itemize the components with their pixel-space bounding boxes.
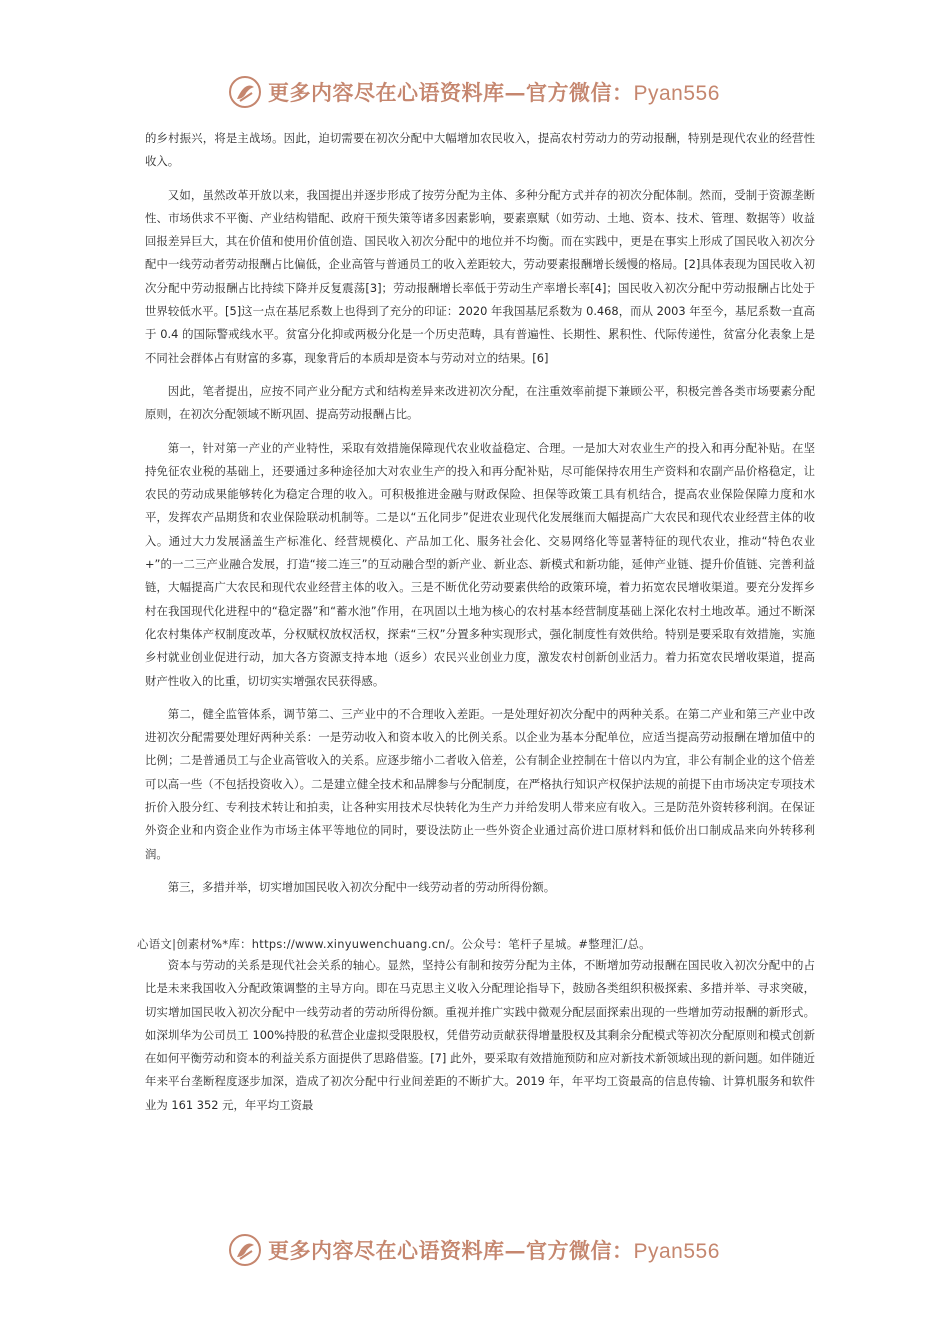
paragraph: 第一，针对第一产业的产业特性，采取有效措施保障现代农业收益稳定、合理。一是加大对农业生产的投入和再分配补贴。在坚持免征农业税的基础上，还要通过多种途径加大对农业生产的投入和再分配补贴，尽可能保持农用生产资料和农副产品价格稳定，让农民的劳动成果能够转化为稳定合理的收入。可积极推进金融与财政保险、担保等政策工具有机结合，提高农业保险保障力度和水平，发挥农产品期货和农业保险联动机制等。二是以“五化同步”促进农业现代化发展继而大幅提高广大农民和现代农业经营主体的收入。通过大力发展涵盖生产标准化、经营规模化、产品加工化、服务社会化、交易网络化等显著特征的现代农业，推动“特色农业+”的一二三产业融合发展，打造“接二连三”的互动融合型的新产业、新业态、新模式和新功能，延伸产业链、提升价值链、完善利益链，大幅提高广大农民和现代农业经营主体的收入。三是不断优化劳动要素供给的政策环境，着力拓宽农民增收渠道。要充分发挥乡村在我国现代化进程中的“稳定器”和“蓄水池”作用，在巩固以土地为核心的农村基本经营制度基础上深化农村土地改革。通过不断深化农村集体产权制度改革，分权赋权放权活权，探索“三权”分置多种实现形式，强化制度性有效供给。特别是要采取有效措施，实施乡村就业创业促进行动，加大各方资源支持本地（返乡）农民兴业创业力度，激发农村创新创业活力。着力拓宽农民增收渠道，提高财产性收入的比重，切切实实增强农民获得感。 bbox=[145, 440, 815, 688]
header-banner bbox=[228, 74, 748, 110]
document-body-continued bbox=[145, 954, 815, 1127]
paragraph: 资本与劳动的关系是现代社会关系的轴心。显然，坚持公有制和按劳分配为主体，不断增加劳动报酬在国民收入初次分配中的占比是未来我国收入分配政策调整的主导方向。即在马克思主义收入分配理论指导下，鼓励各类组织积极探索、多措并举、寻求突破，切实增加国民收入初次分配中一线劳动者的劳动所得份额。重视并推广实践中微观分配层面探索出现的一些增加劳动报酬的新形式。如深圳华为公司员工 100%持股的私营企业虚拟受限股权，凭借劳动贡献获得增量股权及其剩余分配模式等初次分配原则和模式创新在如何平衡劳动和资本的利益关系方面提供了思路借鉴。[7] 此外，要采取有效措施预防和应对新技术新领域出现的新问题。如伴随近年来平台垄断程度逐步加深，造成了初次分配中行业间差距的不断扩大。2019 年，年平均工资最高的信息传输、计算机服务和软件业为 161 352 元，年平均工资最 bbox=[145, 958, 815, 1112]
banner-text: 更多内容尽在心语资料库—官方微信：Pyan556 bbox=[268, 1238, 720, 1263]
paragraph: 第二，健全监管体系，调节第二、三产业中的不合理收入差距。一是处理好初次分配中的两种关系。在第二产业和第三产业中改进初次分配需要处理好两种关系：一是劳动收入和资本收入的比例关系。以企业为基本分配单位，应适当提高劳动报酬在增加值中的比例；二是普通员工与企业高管收入的关系。应逐步缩小二者收入倍差，公有制企业控制在十倍以内为宜，非公有制企业的这个倍差可以高一些（不包括投资收入）。二是建立健全技术和品牌参与分配制度，在严格执行知识产权保护法规的前提下由市场决定专项技术折价入股分红、专利技术转让和拍卖，让各种实用技术尽快转化为生产力并给发明人带来应有收入。三是防范外资转移利润。在保证外资企业和内资企业作为市场主体平等地位的同时，要设法防止一些外资企业通过高价进口原材料和低价出口制成品来向外转移利润。 bbox=[145, 706, 815, 861]
paragraph: 的乡村振兴，将是主战场。因此，迫切需要在初次分配中大幅增加农民收入，提高农村劳动力的劳动报酬，特别是现代农业的经营性收入。 bbox=[145, 131, 815, 169]
paragraph: 因此，笔者提出，应按不同产业分配方式和结构差异来改进初次分配，在注重效率前提下兼顾公平，积极完善各类市场要素分配原则，在初次分配领域不断巩固、提高劳动报酬占比。 bbox=[145, 383, 815, 422]
banner-text: 更多内容尽在心语资料库—官方微信：Pyan556 bbox=[268, 80, 720, 105]
fan-logo-icon bbox=[228, 75, 262, 109]
paragraph: 第三，多措并举，切实增加国民收入初次分配中一线劳动者的劳动所得份额。 bbox=[167, 879, 556, 894]
watermark-line: 心语文|创素材%*库：https://www.xinyuwenchuang.cn/。公众号：笔杆子星城。#整理汇/总。 bbox=[137, 937, 651, 951]
fan-logo-icon bbox=[228, 1233, 262, 1267]
footer-banner bbox=[228, 1232, 748, 1268]
document-body bbox=[145, 127, 815, 899]
paragraph: 又如，虽然改革开放以来，我国提出并逐步形成了按劳分配为主体、多种分配方式并存的初次分配体制。然而，受制于资源垄断性、市场供求不平衡、产业结构错配、政府干预失策等诸多因素影响，要素禀赋（如劳动、土地、资本、技术、管理、数据等）收益回报差异巨大，其在价值和使用价值创造、国民收入初次分配中的地位并不均衡。而在实践中，更是在事实上形成了国民收入初次分配中一线劳动者劳动报酬占比偏低，企业高管与普通员工的收入差距较大，劳动要素报酬增长缓慢的格局。[2]具体表现为国民收入初次分配中劳动报酬占比持续下降并反复震荡[3]；劳动报酬增长率低于劳动生产率增长率[4]；国民收入初次分配中劳动报酬占比处于世界较低水平。[5]这一点在基尼系数上也得到了充分的印证：2020 年我国基尼系数为 0.468，而从 2003 年至今，基尼系数一直高于 0.4 的国际警戒线水平。贫富分化抑或两极分化是一个历史范畴，具有普遍性、长期性、累积性、代际传递性，贫富分化表象上是不同社会群体占有财富的多寡，现象背后的本质却是资本与劳动对立的结果。[6] bbox=[145, 187, 815, 365]
